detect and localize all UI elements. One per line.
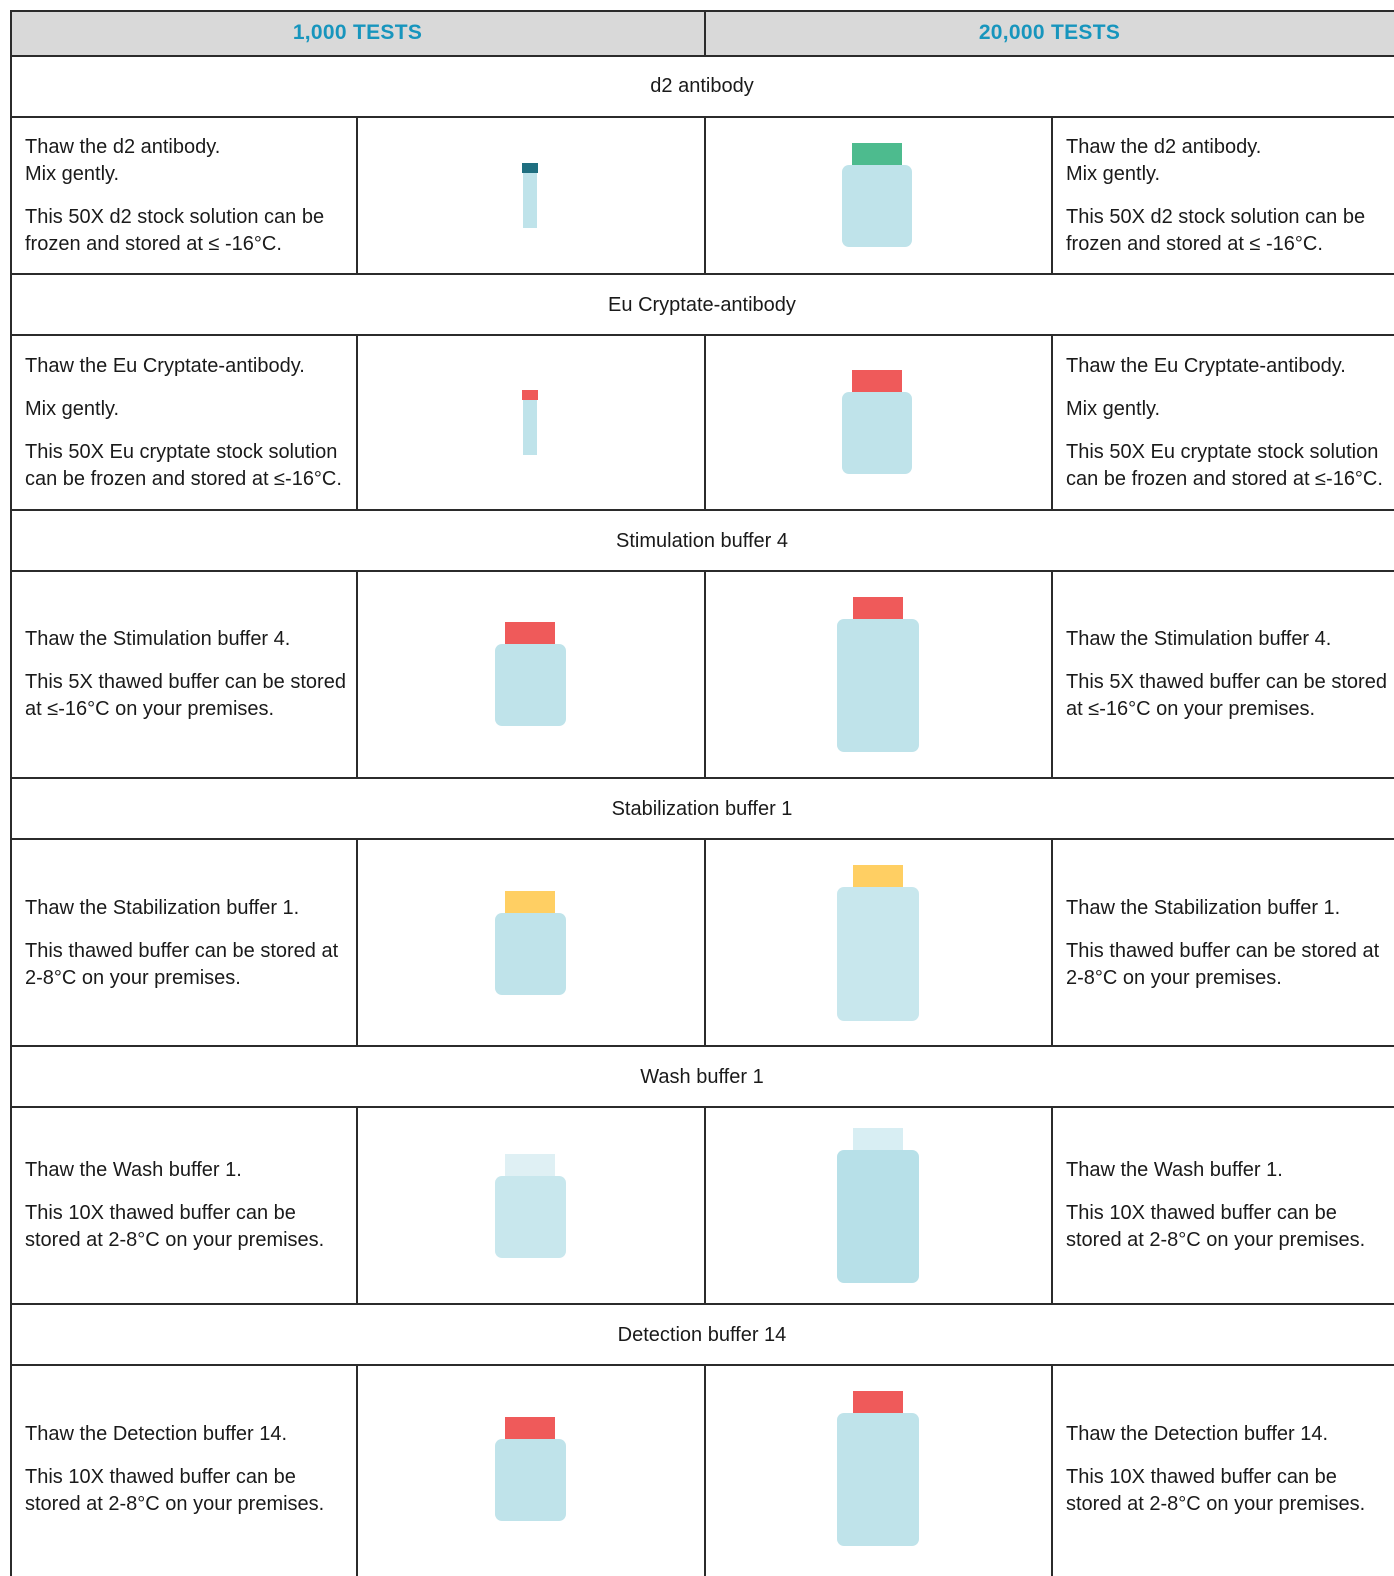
instruction-line: This 5X thawed buffer can be stored at ≤-16°C on your premises. bbox=[1066, 671, 1387, 720]
divider bbox=[356, 1364, 358, 1576]
instructions-20000-eu bbox=[1066, 353, 1388, 493]
bottle-body bbox=[837, 1150, 919, 1283]
instruction-line: Thaw the Stimulation buffer 4. bbox=[25, 628, 291, 650]
instruction-line: Thaw the Stabilization buffer 1. bbox=[25, 897, 300, 919]
bottle-cap bbox=[505, 891, 555, 913]
instruction-line: Thaw the Wash buffer 1. bbox=[1066, 1159, 1283, 1181]
divider bbox=[10, 116, 1394, 118]
section-title-stimulation-buffer-4: Stimulation buffer 4 bbox=[616, 530, 788, 552]
vial-body bbox=[523, 400, 537, 455]
vial-cap bbox=[522, 390, 538, 400]
instruction-line: This 10X thawed buffer can be stored at 2-8°C on your premises. bbox=[1066, 1202, 1366, 1251]
bottle-body bbox=[495, 1439, 566, 1521]
instruction-line: This 5X thawed buffer can be stored at ≤-16°C on your premises. bbox=[25, 671, 346, 720]
divider bbox=[704, 838, 706, 1046]
instruction-line: Thaw the Eu Cryptate-antibody. bbox=[25, 355, 305, 377]
instructions-1000-eu bbox=[25, 353, 350, 493]
bottle-body bbox=[837, 619, 919, 752]
bottle-body bbox=[842, 165, 912, 247]
divider bbox=[10, 509, 1394, 511]
divider bbox=[704, 1364, 706, 1576]
bottle-cap bbox=[505, 1154, 555, 1176]
divider bbox=[1051, 570, 1053, 778]
instructions-1000-stabilization bbox=[25, 895, 350, 992]
instruction-line: This 50X d2 stock solution can be frozen and stored at ≤ -16°C. bbox=[25, 206, 325, 255]
divider bbox=[10, 1106, 1394, 1108]
instructions-1000-detection bbox=[25, 1421, 350, 1518]
divider bbox=[10, 1303, 1394, 1305]
section-title-eu-cryptate-antibody: Eu Cryptate-antibody bbox=[608, 294, 796, 316]
divider bbox=[704, 1106, 706, 1304]
divider bbox=[10, 838, 1394, 840]
divider bbox=[356, 838, 358, 1046]
divider bbox=[356, 1106, 358, 1304]
vial-cap bbox=[522, 163, 538, 173]
bottle-cap bbox=[505, 622, 555, 644]
bottle-body bbox=[495, 644, 566, 726]
instruction-line: Mix gently. bbox=[1066, 398, 1161, 420]
instruction-line: Mix gently. bbox=[25, 163, 120, 185]
divider bbox=[704, 116, 706, 274]
instruction-line: Mix gently. bbox=[1066, 163, 1161, 185]
instruction-line: Thaw the Detection buffer 14. bbox=[1066, 1423, 1329, 1445]
header-1000-tests: 1,000 TESTS bbox=[292, 21, 423, 44]
instructions-1000-stimulation bbox=[25, 626, 350, 723]
bottle-cap bbox=[853, 865, 903, 887]
instruction-line: This 10X thawed buffer can be stored at 2-8°C on your premises. bbox=[25, 1202, 325, 1251]
instruction-line: This thawed buffer can be stored at 2-8°C on your premises. bbox=[25, 940, 339, 989]
bottle-cap bbox=[853, 1128, 903, 1150]
instruction-line: Thaw the d2 antibody. bbox=[25, 136, 221, 158]
bottle-body bbox=[495, 1176, 566, 1258]
instructions-20000-wash bbox=[1066, 1157, 1388, 1254]
bottle-cap bbox=[853, 597, 903, 619]
divider bbox=[10, 1364, 1394, 1366]
instruction-line: Thaw the d2 antibody. bbox=[1066, 136, 1262, 158]
instructions-20000-stimulation bbox=[1066, 626, 1388, 723]
instructions-1000-wash bbox=[25, 1157, 350, 1254]
section-title-detection-buffer-14: Detection buffer 14 bbox=[617, 1324, 787, 1346]
divider bbox=[356, 334, 358, 510]
bottle-body bbox=[495, 913, 566, 995]
header-20000-tests: 20,000 TESTS bbox=[978, 21, 1121, 44]
divider bbox=[1051, 838, 1053, 1046]
divider bbox=[10, 55, 1394, 57]
instructions-20000-stabilization bbox=[1066, 895, 1388, 992]
divider bbox=[10, 777, 1394, 779]
divider bbox=[704, 10, 706, 56]
instruction-line: This thawed buffer can be stored at 2-8°C on your premises. bbox=[1066, 940, 1380, 989]
bottle-cap bbox=[505, 1417, 555, 1439]
bottle-cap bbox=[852, 143, 902, 165]
divider bbox=[10, 273, 1394, 275]
instruction-line: Thaw the Stabilization buffer 1. bbox=[1066, 897, 1341, 919]
instruction-line: This 50X Eu cryptate stock solution can be frozen and stored at ≤-16°C. bbox=[1066, 441, 1383, 490]
instructions-20000-d2 bbox=[1066, 134, 1388, 258]
divider bbox=[1051, 1364, 1053, 1576]
bottle-cap bbox=[853, 1391, 903, 1413]
instructions-1000-d2 bbox=[25, 134, 350, 258]
bottle-body bbox=[837, 887, 919, 1021]
instruction-line: Thaw the Detection buffer 14. bbox=[25, 1423, 288, 1445]
divider bbox=[10, 334, 1394, 336]
divider bbox=[10, 570, 1394, 572]
instruction-line: This 50X Eu cryptate stock solution can be frozen and stored at ≤-16°C. bbox=[25, 441, 342, 490]
divider bbox=[356, 570, 358, 778]
divider bbox=[704, 334, 706, 510]
section-title-wash-buffer-1: Wash buffer 1 bbox=[640, 1066, 764, 1088]
bottle-body bbox=[842, 392, 912, 474]
instruction-line: This 10X thawed buffer can be stored at 2-8°C on your premises. bbox=[25, 1466, 325, 1515]
instruction-line: Thaw the Eu Cryptate-antibody. bbox=[1066, 355, 1346, 377]
divider bbox=[10, 1045, 1394, 1047]
bottle-cap bbox=[852, 370, 902, 392]
instruction-line: Thaw the Wash buffer 1. bbox=[25, 1159, 242, 1181]
instruction-line: This 50X d2 stock solution can be frozen and stored at ≤ -16°C. bbox=[1066, 206, 1366, 255]
instruction-line: Thaw the Stimulation buffer 4. bbox=[1066, 628, 1332, 650]
instructions-20000-detection bbox=[1066, 1421, 1388, 1518]
divider bbox=[1051, 334, 1053, 510]
section-title-stabilization-buffer-1: Stabilization buffer 1 bbox=[611, 798, 793, 820]
divider bbox=[356, 116, 358, 274]
instruction-line: Mix gently. bbox=[25, 398, 120, 420]
divider bbox=[704, 570, 706, 778]
instruction-line: This 10X thawed buffer can be stored at 2-8°C on your premises. bbox=[1066, 1466, 1366, 1515]
divider bbox=[10, 10, 1394, 12]
divider bbox=[1051, 1106, 1053, 1304]
vial-body bbox=[523, 173, 537, 228]
section-title-d2-antibody: d2 antibody bbox=[650, 75, 754, 97]
divider bbox=[1051, 116, 1053, 274]
bottle-body bbox=[837, 1413, 919, 1546]
